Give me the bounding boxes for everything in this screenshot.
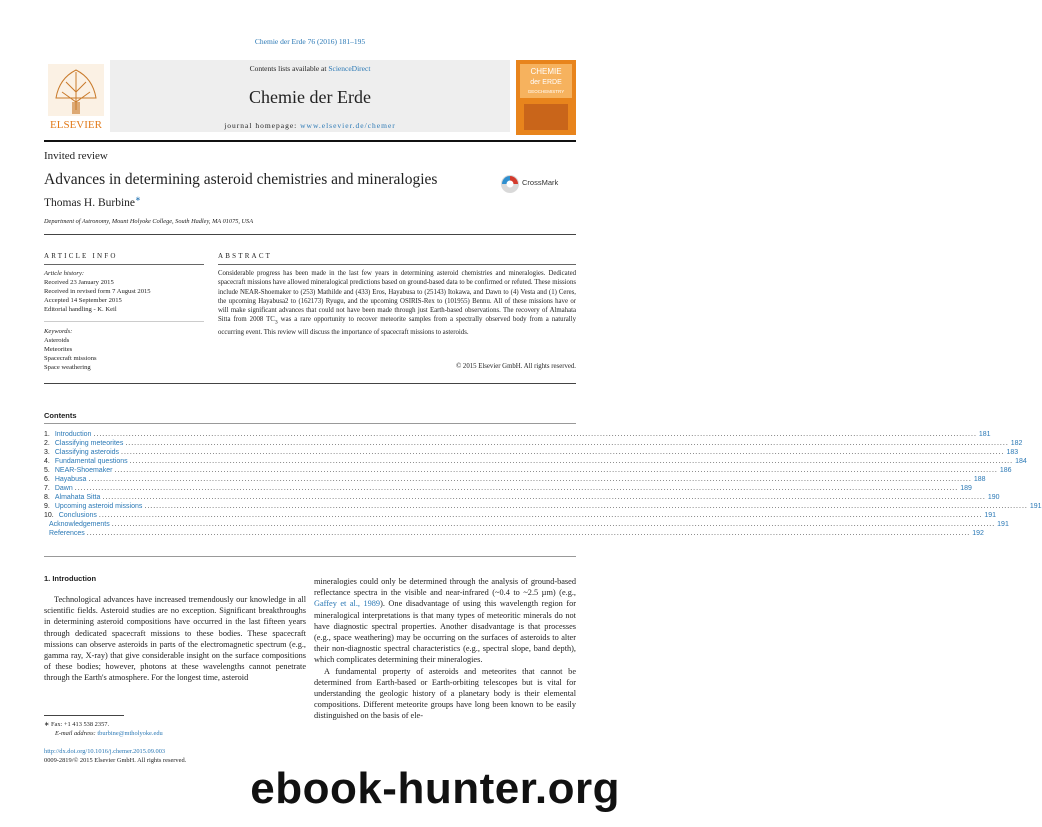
abstract-copyright: © 2015 Elsevier GmbH. All rights reserved. — [456, 363, 576, 370]
homepage-prefix: journal homepage: — [224, 121, 301, 130]
toc-entry[interactable] — [44, 493, 1000, 502]
toc-page[interactable]: 186 — [999, 467, 1012, 474]
cover-title-3: GEOCHEMISTRY — [527, 89, 565, 94]
toc-page[interactable]: 191 — [1029, 503, 1042, 510]
toc-entry[interactable] — [44, 502, 1042, 511]
history-item: Received 23 January 2015 — [44, 279, 114, 287]
abstract-heading: ABSTRACT — [218, 252, 273, 260]
author-footnote-mark[interactable]: ∗ — [135, 195, 141, 203]
toc-entry[interactable] — [44, 484, 972, 493]
abstract-subscript: 3 — [274, 319, 278, 326]
toc-page[interactable]: 188 — [973, 476, 986, 483]
paragraph-text: ). One disadvantage of using this wavelength region for mineralogical interpretations is that many types of meteoritic minerals do not have diagnostic spectral properties. Another disadvantage is that processes (e.g., space weathering) may be occurring on the surfaces of asteroids to alter their non-diagnostic spectral characteristics (e.g., spectral slope, band depth), which complicates determining their mineralogies. — [314, 599, 577, 665]
article-title: Advances in determining asteroid chemistries and mineralogies — [44, 171, 438, 188]
keyword: Asteroids — [44, 337, 70, 345]
toc-title[interactable]: Conclusions — [58, 512, 97, 519]
toc-title[interactable]: Dawn — [54, 485, 73, 492]
footnote-rule — [44, 715, 124, 716]
toc-leader: ............................................................................................................................................................................................................................................................................................................ — [125, 440, 1009, 447]
toc-title[interactable]: Hayabusa — [54, 476, 87, 483]
toc-title[interactable]: Almahata Sitta — [54, 494, 101, 501]
journal-title: Chemie der Erde — [249, 87, 371, 107]
toc-title[interactable]: Fundamental questions — [54, 458, 128, 465]
abstract-text-part: Considerable progress has been made in the last few years in determining asteroid chemistries and mineralogies. Dedicated spacecraft missions have allowed mineralogical predictions based on ground-based data to be confirmed or refuted. These missions include NEAR-Shoemaker to (253) Mathilde and (433) Eros, Hayabusa to (25143) Itokawa, and Dawn to (4) Vesta and (1) Ceres, the upcoming Hayabusa2 to (162173) Ryugu, and the upcoming OSIRIS-Rex to (101955) Bennu. All of these missions have or will make significant advances that could not have been made through just Earth-based observations. The recovery of Almahata Sitta from 2008 TC — [218, 270, 576, 324]
article-history — [44, 269, 204, 314]
toc-leader: ............................................................................................................................................................................................................................................................................................................ — [102, 494, 986, 501]
header-rule — [44, 140, 576, 142]
doi-link[interactable]: http://dx.doi.org/10.1016/j.chemer.2015.09.003 — [44, 748, 166, 755]
keywords-label: Keywords: — [44, 328, 73, 335]
affiliation: Department of Astronomy, Mount Holyoke College, South Hadley, MA 01075, USA — [44, 218, 254, 225]
toc-number: 6. — [44, 476, 50, 483]
history-item: Editorial handling - K. Keil — [44, 306, 117, 314]
keyword: Space weathering — [44, 364, 91, 372]
toc-leader: ............................................................................................................................................................................................................................................................................................................ — [129, 458, 1014, 465]
elsevier-logo — [44, 62, 108, 132]
crossmark-icon — [500, 174, 520, 194]
toc-title[interactable]: Introduction — [54, 431, 92, 438]
table-of-contents — [44, 430, 1042, 538]
info-divider — [44, 321, 204, 322]
toc-entry[interactable] — [44, 475, 986, 484]
toc-title[interactable]: Classifying asteroids — [54, 449, 120, 456]
toc-page[interactable]: 191 — [984, 512, 997, 519]
history-item: Accepted 14 September 2015 — [44, 297, 122, 305]
toc-leader: ............................................................................................................................................................................................................................................................................................................ — [114, 467, 998, 474]
crossmark-badge[interactable] — [500, 171, 572, 197]
sciencedirect-link[interactable]: ScienceDirect — [328, 64, 371, 73]
contents-bottom-rule — [44, 556, 576, 557]
title-rule — [44, 234, 576, 235]
issn-line: 0009-2819/© 2015 Elsevier GmbH. All rights reserved. — [44, 757, 187, 764]
toc-number: 2. — [44, 440, 50, 447]
toc-page[interactable]: 192 — [972, 530, 984, 537]
journal-cover-thumbnail — [516, 60, 576, 135]
keywords — [44, 327, 204, 372]
contents-available — [110, 64, 510, 73]
contents-prefix: Contents lists available at — [249, 64, 329, 73]
toc-entry[interactable] — [44, 511, 997, 520]
toc-entry[interactable] — [44, 529, 984, 538]
toc-leader: ............................................................................................................................................................................................................................................................................................................ — [144, 503, 1028, 510]
paragraph: A fundamental property of asteroids and meteorites that cannot be determined from Earth-based or Earth-orbiting telescopes but is vital for understanding the geologic history of a planetary body is their elemental compositions. Different meteorite groups have long been known to be easily distinguished on the basis of ele- — [314, 666, 576, 721]
toc-entry[interactable] — [44, 466, 1012, 475]
history-item: Received in revised form 7 August 2015 — [44, 288, 151, 296]
toc-number: 10. — [44, 512, 54, 519]
abstract-rule — [218, 264, 576, 265]
watermark: ebook-hunter.org — [250, 764, 620, 813]
toc-title[interactable]: Acknowledgements — [49, 521, 110, 528]
toc-number: 4. — [44, 458, 50, 465]
elsevier-logo-text: ELSEVIER — [50, 119, 102, 131]
toc-number: 7. — [44, 485, 50, 492]
toc-entry[interactable] — [44, 457, 1027, 466]
article-info-rule — [44, 264, 204, 265]
toc-page[interactable]: 184 — [1015, 458, 1027, 465]
toc-page[interactable]: 181 — [978, 431, 991, 438]
toc-page[interactable]: 183 — [1006, 449, 1019, 456]
toc-number: 1. — [44, 431, 50, 438]
abstract-bottom-rule — [44, 383, 576, 384]
article-info-heading: ARTICLE INFO — [44, 252, 118, 260]
paragraph — [314, 576, 576, 666]
toc-number: 5. — [44, 467, 50, 474]
email-label: E-mail address: — [55, 730, 98, 737]
paragraph-text: mineralogies could only be determined through the analysis of ground-based reflectance spectra in the visible and near-infrared (~0.4 to ~2.5 µm) (e.g., — [314, 577, 576, 598]
toc-entry[interactable] — [44, 448, 1019, 457]
paragraph: Technological advances have increased tremendously our knowledge in all scientific fields. Asteroid studies are no exception. Significant breakthroughs in determining asteroid compositions have occurred in the last fifteen years through dedicated spacecraft missions to these bodies. These spacecraft missions can observe asteroids in parts of the electromagnetic spectrum (e.g., gamma ray, X-ray) that give considerable insight on the surface compositions of these bodies; however, photons at these wavelengths cannot penetrate through the Earth's atmosphere. For the longest time, asteroid — [44, 595, 306, 683]
body-column-right — [314, 576, 576, 722]
toc-number: 9. — [44, 503, 50, 510]
toc-page[interactable]: 189 — [960, 485, 972, 492]
crossmark-label: CrossMark — [522, 178, 559, 187]
cover-title-1: CHEMIE — [530, 67, 562, 76]
toc-entry[interactable] — [44, 430, 991, 439]
author-name: Thomas H. Burbine — [44, 196, 136, 209]
toc-page[interactable]: 190 — [987, 494, 1000, 501]
toc-leader: ............................................................................................................................................................................................................................................................................................................ — [121, 449, 1005, 456]
journal-homepage — [110, 121, 510, 130]
journal-reference: Chemie der Erde 76 (2016) 181–195 — [254, 37, 366, 46]
toc-title[interactable]: Classifying meteorites — [54, 440, 124, 447]
history-label: Article history: — [44, 270, 85, 277]
homepage-link[interactable]: www.elsevier.de/chemer — [300, 121, 396, 130]
toc-number: 8. — [44, 494, 50, 501]
toc-entry[interactable] — [44, 439, 1023, 448]
citation-link[interactable]: Gaffey et al., 1989 — [314, 599, 381, 609]
toc-leader: ............................................................................................................................................................................................................................................................................................................ — [93, 431, 977, 438]
keyword: Spacecraft missions — [44, 355, 97, 363]
toc-title[interactable]: Upcoming asteroid missions — [54, 503, 143, 510]
footnote-fax: ∗ Fax: +1 413 538 2357. — [44, 721, 110, 728]
toc-page[interactable]: 191 — [997, 521, 1009, 528]
email-link[interactable]: tburbine@mtholyoke.edu — [97, 730, 163, 737]
toc-number: 3. — [44, 449, 50, 456]
article-type: Invited review — [44, 150, 108, 162]
contents-title: Contents — [44, 411, 77, 420]
body-column-left — [44, 594, 306, 684]
abstract-text — [218, 269, 576, 337]
toc-leader: ............................................................................................................................................................................................................................................................................................................ — [98, 512, 983, 519]
toc-title[interactable]: References — [49, 530, 85, 537]
toc-leader: ............................................................................................................................................................................................................................................................................................................ — [86, 530, 971, 537]
toc-leader: ............................................................................................................................................................................................................................................................................................................ — [74, 485, 959, 492]
section-heading: 1. Introduction — [44, 574, 97, 583]
toc-leader: ............................................................................................................................................................................................................................................................................................................ — [111, 521, 996, 528]
abstract-text-part: was a rare opportunity to recover meteorite samples from a spectrally observed body from a naturally occurring event. This review will discuss the importance of spacecraft missions to asteroids. — [218, 316, 576, 337]
toc-title[interactable]: NEAR-Shoemaker — [54, 467, 113, 474]
cover-title-2: der ERDE — [530, 79, 562, 86]
contents-rule — [44, 423, 576, 424]
toc-entry[interactable] — [44, 520, 1009, 529]
toc-page[interactable]: 182 — [1010, 440, 1023, 447]
footnote-email — [55, 730, 163, 737]
author — [44, 195, 141, 209]
toc-leader: ............................................................................................................................................................................................................................................................................................................ — [88, 476, 972, 483]
keyword: Meteorites — [44, 346, 73, 354]
